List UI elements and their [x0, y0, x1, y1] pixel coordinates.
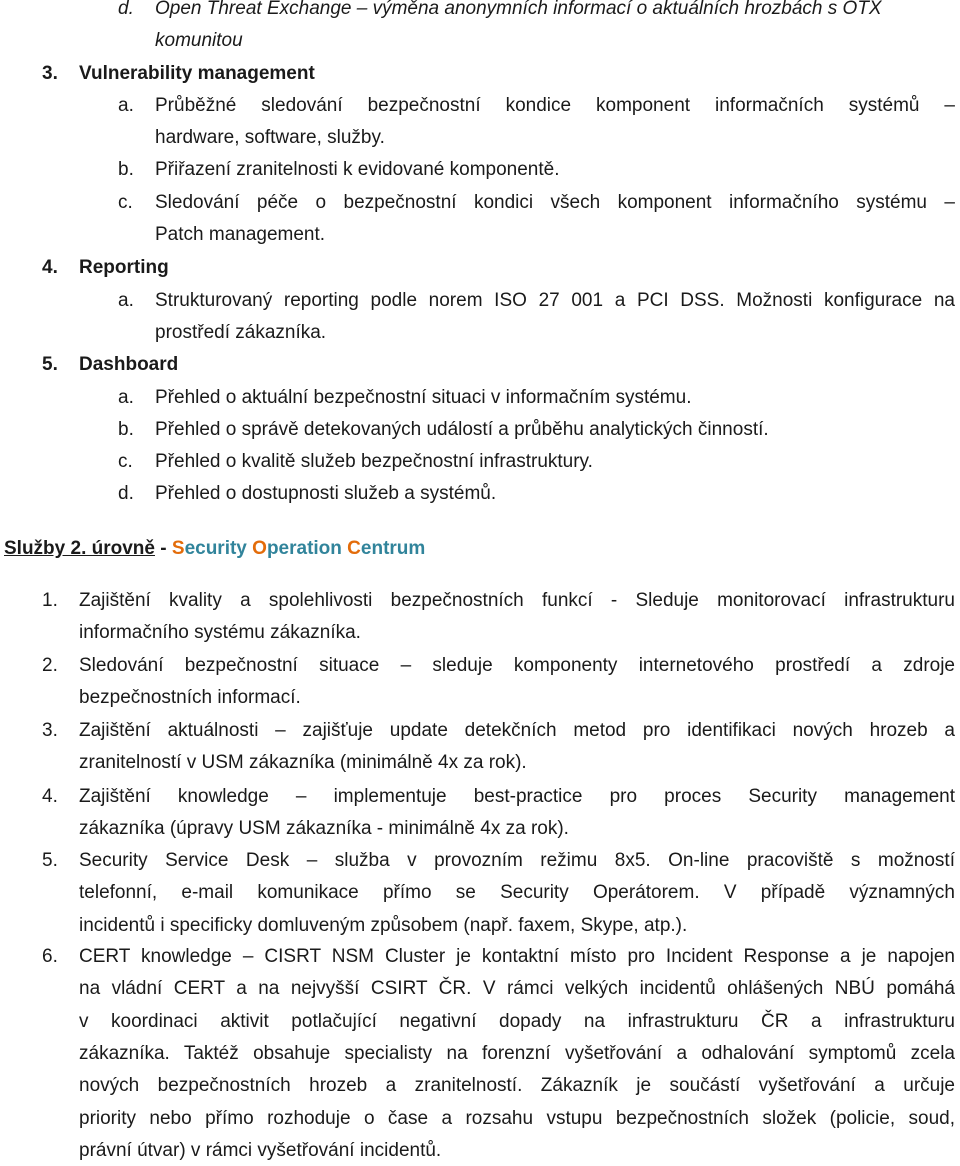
section-title-dash: - — [154, 538, 172, 559]
list-item-line: Přehled o dostupnosti služeb a systémů. — [155, 483, 497, 504]
service-text-line: zákazníka. Taktéž obsahuje specialisty na forenzní vyšetřování a odhalování symptomů zcela — [79, 1042, 955, 1064]
list-marker: b. — [118, 159, 134, 180]
service-text-line: Security Service Desk – služba v provozním režimu 8x5. On-line pracoviště s možností — [79, 850, 955, 871]
title-initial-o: O — [252, 538, 267, 559]
list-item-line: Přehled o kvalitě služeb bezpečnostní infrastruktury. — [155, 451, 593, 472]
list-item-line: Strukturovaný reporting podle norem ISO 27 001 a PCI DSS. Možnosti konfigurace na — [155, 290, 955, 311]
service-number: 2. — [42, 655, 58, 676]
title-initial-s: S — [171, 538, 185, 559]
section-title-prefix: Služby 2. úrovně — [4, 538, 155, 559]
section-number: 3. — [42, 63, 58, 84]
service-text-line: incidentů i specificky domluveným způsobem (např. faxem, Skype, atp.). — [79, 914, 688, 936]
title-word-centrum: entrum — [360, 538, 426, 559]
service-number: 4. — [42, 786, 58, 807]
section-number: 4. — [42, 257, 58, 278]
list-item-line: Průběžné sledování bezpečnostní kondice komponent informačních systémů – — [155, 95, 955, 116]
service-number: 1. — [42, 590, 58, 611]
service-text-line: bezpečnostních informací. — [79, 687, 301, 709]
service-text-line: priority nebo přímo rozhoduje o čase a rozsahu vstupu bezpečnostních složek (policie, soud, — [79, 1107, 955, 1129]
service-text-line: zranitelností v USM zákazníka (minimálně 4x za rok). — [79, 752, 527, 774]
service-text-line: nových bezpečnostních hrozeb a zranitelností. Zákazník je součástí vyšetřování a určuje — [79, 1075, 955, 1097]
service-text-line: zákazníka (úpravy USM zákazníka - minimálně 4x za rok). — [79, 818, 569, 840]
section-heading: Reporting — [79, 257, 169, 278]
service-text-line: v koordinaci aktivit potlačující negativní dopady na infrastrukturu ČR a infrastrukturu — [79, 1010, 955, 1032]
list-marker: c. — [118, 451, 133, 472]
service-text-line: telefonní, e-mail komunikace přímo se Security Operátorem. V případě významných — [79, 882, 955, 904]
list-item-line: Přiřazení zranitelnosti k evidované komponentě. — [155, 159, 560, 180]
service-text-line: CERT knowledge – CISRT NSM Cluster je kontaktní místo pro Incident Response a je napojen — [79, 946, 955, 967]
list-item-line: Sledování péče o bezpečnostní kondici všech komponent informačního systému – — [155, 192, 955, 213]
section-heading: Dashboard — [79, 354, 179, 375]
list-marker: a. — [118, 387, 134, 408]
service-text-line: právní útvar) v rámci vyšetřování incidentů. — [79, 1139, 442, 1161]
list-item-line: prostředí zákazníka. — [155, 322, 327, 343]
section-heading: Vulnerability management — [79, 63, 315, 84]
list-item-line: Open Threat Exchange – výměna anonymních informací o aktuálních hrozbách s OTX — [155, 0, 882, 19]
title-word-security: ecurity — [184, 538, 253, 559]
section-number: 5. — [42, 354, 58, 375]
list-item-line: hardware, software, služby. — [155, 127, 385, 148]
service-text-line: Zajištění kvality a spolehlivosti bezpečnostních funkcí - Sleduje monitorovací infrastrukturu — [79, 590, 955, 611]
service-number: 5. — [42, 850, 58, 871]
list-marker: a. — [118, 95, 134, 116]
list-item-line: Přehled o aktuální bezpečnostní situaci v informačním systému. — [155, 387, 692, 408]
list-item-line: komunitou — [155, 30, 243, 51]
title-word-operation: peration — [266, 538, 348, 559]
list-marker: a. — [118, 290, 134, 311]
list-item-line: Přehled o správě detekovaných událostí a průběhu analytických činností. — [155, 419, 769, 440]
list-marker: b. — [118, 419, 134, 440]
service-text-line: Sledování bezpečnostní situace – sleduje komponenty internetového prostředí a zdroje — [79, 655, 955, 676]
section-title — [4, 538, 425, 560]
service-text-line: Zajištění knowledge – implementuje best-practice pro proces Security management — [79, 786, 955, 807]
service-text-line: na vládní CERT a na nejvyšší CSIRT ČR. V rámci velkých incidentů ohlášených NBÚ pomáhá — [79, 978, 955, 1000]
list-item-line: Patch management. — [155, 224, 326, 245]
title-initial-c: C — [347, 538, 361, 559]
list-item-text — [155, 0, 882, 20]
service-text-line: informačního systému zákazníka. — [79, 622, 361, 644]
list-marker: c. — [118, 192, 133, 213]
service-number: 6. — [42, 946, 58, 967]
service-text-line: Zajištění aktuálnosti – zajišťuje update detekčních metod pro identifikaci nových hrozeb a — [79, 720, 955, 741]
list-marker: d. — [118, 483, 134, 504]
service-number: 3. — [42, 720, 58, 741]
list-marker: d. — [118, 0, 134, 19]
